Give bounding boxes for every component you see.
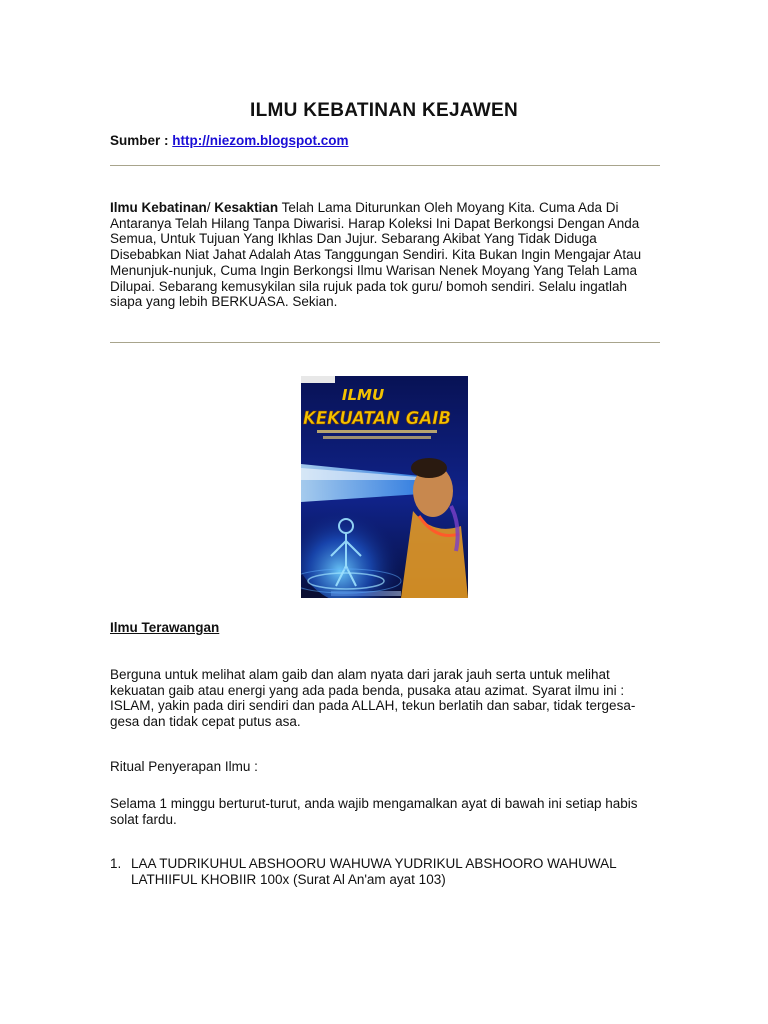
list-item-text: LAA TUDRIKUHUL ABSHOORU WAHUWA YUDRIKUL ABSHOORO WAHUWAL LATHIIFUL KHOBIIR 100x (Surat Al An'am ayat 103) — [131, 856, 617, 887]
book-cover-image — [301, 376, 468, 598]
divider-top — [110, 165, 660, 166]
ayat-list — [110, 856, 670, 887]
source-label: Sumber : — [110, 133, 173, 148]
book-cover-line-2: KEKUATAN GAIB — [303, 409, 451, 429]
paragraph-guna: Berguna untuk melihat alam gaib dan alam nyata dari jarak jauh serta untuk melihat kekuatan gaib atau energi yang ada pada benda, pusaka atau azimat. Syarat ilmu ini : ISLAM, yakin pada diri sendiri dan pada ALLAH, tekun berlatih dan sabar, tidak tergesa-gesa dan tidak cepat putus asa. — [110, 667, 636, 730]
source-line — [110, 133, 349, 148]
book-cover-line-1: ILMU — [341, 386, 385, 404]
intro-separator: / — [206, 200, 215, 215]
intro-bold-kesaktian: Kesaktian — [214, 200, 279, 215]
intro-paragraph — [110, 200, 660, 310]
list-item — [110, 856, 670, 887]
intro-bold-kebatinan: Ilmu Kebatinan — [110, 200, 207, 215]
list-item-number: 1. — [110, 856, 122, 871]
section-heading-terawangan: Ilmu Terawangan — [110, 620, 220, 635]
paragraph-selama: Selama 1 minggu berturut-turut, anda wajib mengamalkan ayat di bawah ini setiap habis solat fardu. — [110, 796, 638, 827]
source-link[interactable]: http://niezom.blogspot.com — [172, 133, 349, 148]
paragraph-ritual: Ritual Penyerapan Ilmu : — [110, 759, 258, 774]
intro-text: Telah Lama Diturunkan Oleh Moyang Kita. Cuma Ada Di Antaranya Telah Hilang Tanpa Diwarisi. Harap Koleksi Ini Dapat Berkongsi Dengan Anda Semua, Untuk Tujuan Yang Ikhlas Dan Jujur. Sebarang Akibat Yang Tidak Diduga Disebabkan Niat Jahat Adalah Atas Tanggungan Sendiri. Kita Bukan Ingin Mengajar Atau Menunjuk-nunjuk, Cuma Ingin Berkongsi Ilmu Warisan Nenek Moyang Yang Telah Lama Dilupai. Sebarang kemusykilan sila rujuk pada tok guru/ bomoh sendiri. Selalu ingatlah siapa yang lebih BERKUASA. Sekian. — [110, 200, 642, 310]
divider-middle — [110, 342, 660, 343]
document-title: ILMU KEBATINAN KEJAWEN — [249, 100, 519, 121]
